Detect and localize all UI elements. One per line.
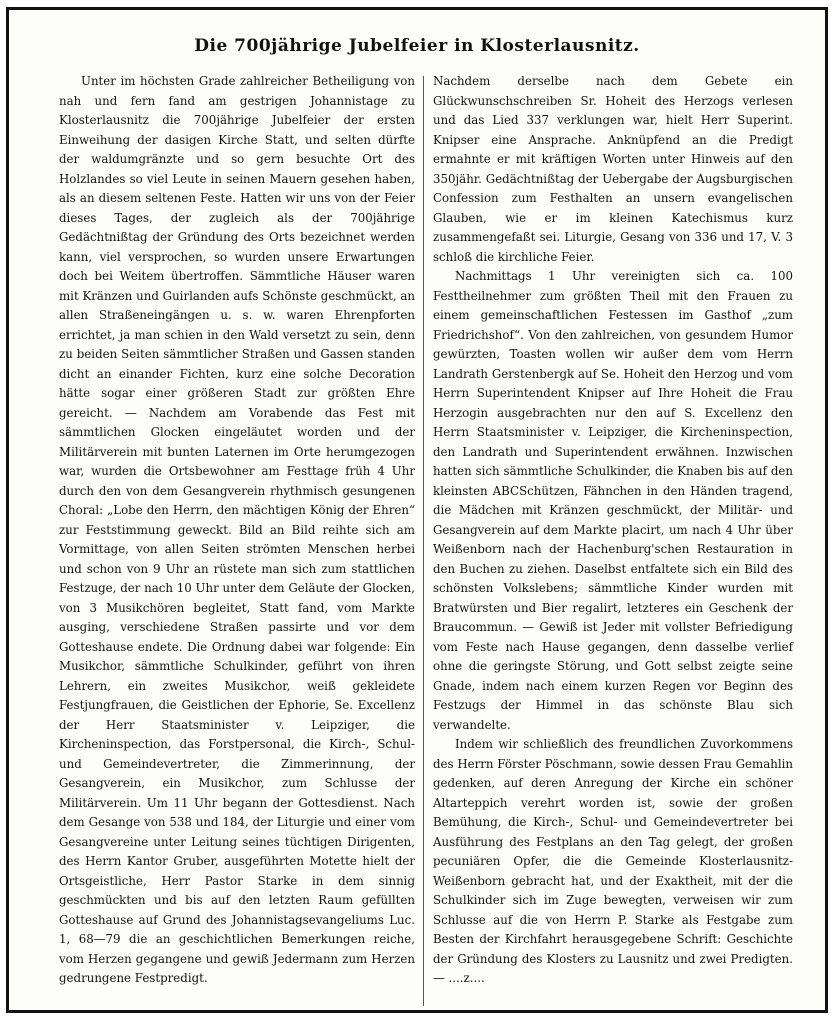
paragraph: Unter im höchsten Grade zahlreicher Betheiligung von nah und fern fand am gestrigen Johannistage zu Klosterlausnitz die 700jährige Jubelfeier der ersten Einweihung der dasigen Kirche Statt, und selten dürfte der waldumgränzte und so gern besuchte Ort des Holzlandes so viel Leute in seinen Mauern gesehen haben, als an diesem seltenen Feste. Hatten wir uns von der Feier dieses Tages, der zugleich als der 700jährige Gedächtnißtag der Gründung des Orts bezeichnet werden kann, viel versprochen, so wurden unsere Erwartungen doch bei Weitem übertroffen. Sämmtliche Häuser waren mit Kränzen und Guirlanden aufs Schönste geschmückt, an allen Straßeneingängen u. s. w. waren Ehrenpforten errichtet, ja man schien in den Wald versetzt zu sein, denn zu beiden Seiten sämmtlicher Straßen und Gassen standen dicht an einander Fichten, kurz eine solche Decoration hätte sogar einer größeren Stadt zur größten Ehre gereicht. — Nachdem am Vorabende das Fest mit sämmtlichen Glocken eingeläutet worden und der Militärverein mit bunten Laternen im Orte herumgezogen war, wurden die Ortsbewohner am Festtage früh 4 Uhr durch den von dem Gesangverein rhythmisch gesungenen Choral: „Lobe den Herrn, den mächtigen König der Ehren“ zur Feststimmung geweckt. Bild an Bild reihte sich am Vormittage, von allen Seiten strömten Menschen herbei und schon von 9 Uhr an rüstete man sich zum stattlichen Festzuge, der nach 10 Uhr unter dem Geläute der Glocken, von 3 Musikchören begleitet, Statt fand, vom Markte ausging, verschiedene Straßen passirte und vor dem Gotteshause endete. Die Ordnung dabei war folgende: Ein Musikchor, sämmtliche Schulkinder, geführt von ihren Lehrern, ein zweites Musikchor, weiß gekleidete Festjungfrauen, die Geistlichen der Ephorie, Se. Excellenz der Herr Staatsminister v. Leipziger, die Kircheninspection, das Forstpersonal, die Kirch-, Schul- und Gemeindevertreter, die Zimmerinnung, der Gesangverein, ein Musikchor, zum Schlusse der Militärverein. Um 11 Uhr begann der Gottesdienst. Nach dem Gesange von 538 und 184, der Liturgie und einer vom Gesangvereine unter Leitung seines tüchtigen Dirigenten, des Herrn Kantor Gruber, ausgeführten Motette hielt der Ortsgeistliche, Herr Pastor Starke in dem sinnig geschmückten und bis auf den letzten Raum gefüllten Gotteshause auf Grund des Johannistagsevangeliums Luc. 1, 68—79 die an geschichtlichen Bemerkungen reiche, vom Herzen gegangene und gewiß Jedermann zum Herzen gedrungene Festpredigt.: [59, 74, 415, 985]
left-column: [59, 72, 415, 989]
article-frame: [6, 7, 828, 1013]
article-title: Die 700jährige Jubelfeier in Klosterlausnitz.: [194, 36, 640, 56]
paragraph: Nachdem derselbe nach dem Gebete ein Glückwunschschreiben Sr. Hoheit des Herzogs verlesen und das Lied 337 verklungen war, hielt Herr Superint. Knipser eine Ansprache. Anknüpfend an die Predigt ermahnte er mit kräftigen Worten unter Hinweis auf den 350jähr. Gedächtnißtag der Uebergabe der Augsburgischen Confession zum Festhalten an unsern evangelischen Glauben, wie er im kleinen Katechismus kurz zusammengefaßt sei. Liturgie, Gesang von 336 und 17, V. 3 schloß die kirchliche Feier.: [433, 74, 793, 264]
paragraph: Indem wir schließlich des freundlichen Zuvorkommens des Herrn Förster Pöschmann, sowie dessen Frau Gemahlin gedenken, auf deren Anregung der Kirche ein schöner Altarteppich verehrt worden ist, sowie der großen Bemühung, die Kirch-, Schul- und Gemeindevertreter bei Ausführung des Festplans an den Tag gelegt, der großen pecuniären Opfer, die die Gemeinde Klosterlausnitz-Weißenborn gebracht hat, und der Exaktheit, mit der die Schulkinder sich im Zuge bewegten, verweisen wir zum Schlusse auf die von Herrn P. Starke als Festgabe zum Besten der Kirchfahrt herausgegebene Schrift: Geschichte der Gründung des Klosters zu Lausnitz und zwei Predigten. — ....z....: [433, 737, 793, 985]
column-divider: [423, 76, 424, 1006]
paragraph: Nachmittags 1 Uhr vereinigten sich ca. 100 Festtheilnehmer zum größten Theil mit den Frauen zu einem gemeinschaftlichen Festessen im Gasthof „zum Friedrichshof“. Von den zahlreichen, von gesundem Humor gewürzten, Toasten wollen wir außer dem vom Herrn Landrath Gerstenbergk auf Se. Hoheit den Herzog und vom Herrn Superintendent Knipser auf Ihre Hoheit die Frau Herzogin ausgebrachten nur den auf S. Excellenz den Herrn Staatsminister v. Leipziger, die Kircheninspection, den Landrath und Superintendent erwähnen. Inzwischen hatten sich sämmtliche Schulkinder, die Knaben bis auf den kleinsten ABCSchützen, Fähnchen in den Händen tragend, die Mädchen mit Kränzen geschmückt, der Militär- und Gesangverein auf dem Markte placirt, um nach 4 Uhr über Weißenborn nach der Hachenburg'schen Restauration in den Buchen zu ziehen. Daselbst entfaltete sich ein Bild des schönsten Volkslebens; sämmtliche Kinder wurden mit Bratwürsten und Bier regalirt, letzteres ein Geschenk der Braucommun. — Gewiß ist Jeder mit vollster Befriedigung vom Feste nach Hause gegangen, denn dasselbe verlief ohne die geringste Störung, und Gott selbst zeigte seine Gnade, indem nach einem kurzen Regen vor Beginn des Festzugs der Himmel in das schönste Blau sich verwandelte.: [433, 269, 793, 732]
right-column: [433, 72, 793, 989]
